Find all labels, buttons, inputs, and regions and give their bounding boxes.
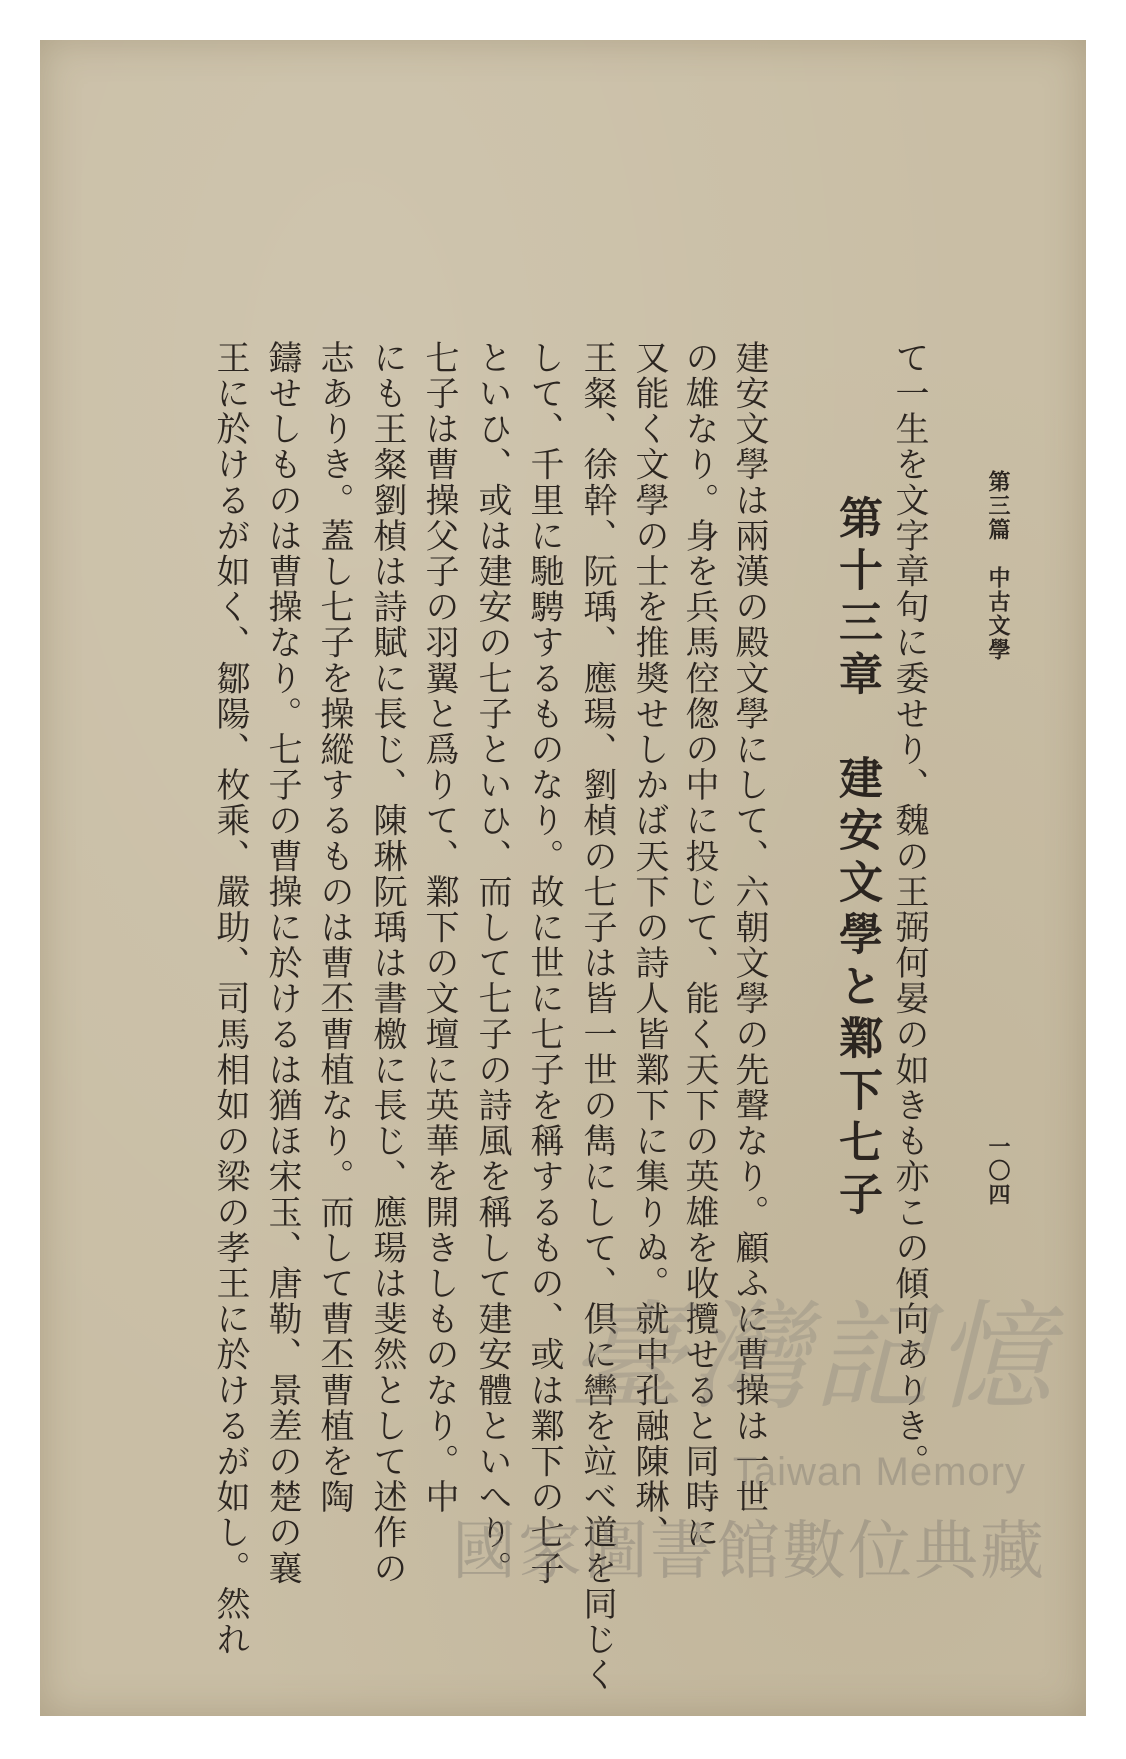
text-column: といひ、或は建安の七子といひ、而して七子の詩風を稱して建安體といへり。 [472,340,512,1586]
text-column: 鑄せしものは曹操なり。七子の曹操に於けるは猶ほ宋玉、唐勒、景差の楚の襄 [262,340,302,1586]
watermark-english: Taiwan Memory [732,1450,1026,1494]
text-column: の雄なり。身を兵馬倥偬の中に投じて、能く天下の英雄を收攬せると同時に [679,340,719,1551]
watermark-logo: 臺灣記憶 [567,1288,1056,1426]
text-column: 又能く文學の士を推奬せしかば天下の詩人皆鄴下に集りぬ。就中孔融陳琳、 [629,340,669,1551]
running-title: 第三篇 中古文學 [985,470,1011,662]
watermark-chinese: 國家圖書館數位典藏 [452,1515,1046,1587]
text-column: 王粲、徐幹、阮瑀、應瑒、劉楨の七子は皆一世の雋にして、倶に轡を竝べ道を同じく [577,340,617,1693]
text-column: 王に於けるが如く、鄒陽、枚乘、嚴助、司馬相如の梁の孝王に於けるが如し。然れ [210,340,250,1658]
text-column: して、千里に馳騁するものなり。故に世に七子を稱するもの、或は鄴下の七子 [524,340,564,1586]
page-number: 一〇四 [985,1135,1011,1207]
text-column: 志ありき。蓋し七子を操縱するものは曹丕曹植なり。而して曹丕曹植を陶 [314,340,354,1515]
chapter-title: 第十三章 建安文學と鄴下七子 [831,495,882,1223]
text-column: にも王粲劉楨は詩賦に長じ、陳琳阮瑀は書檄に長じ、應瑒は斐然として述作の [367,340,407,1586]
text-column: て一生を文字章句に委せり、魏の王弼何晏の如きも亦この傾向ありき。 [889,340,929,1480]
book-page [40,40,1086,1716]
text-column: 七子は曹操父子の羽翼と爲りて、鄴下の文壇に英華を開きしものなり。中 [419,340,459,1515]
text-column: 建安文學は兩漢の殿文學にして、六朝文學の先聲なり。顧ふに曹操は一世 [729,340,769,1515]
